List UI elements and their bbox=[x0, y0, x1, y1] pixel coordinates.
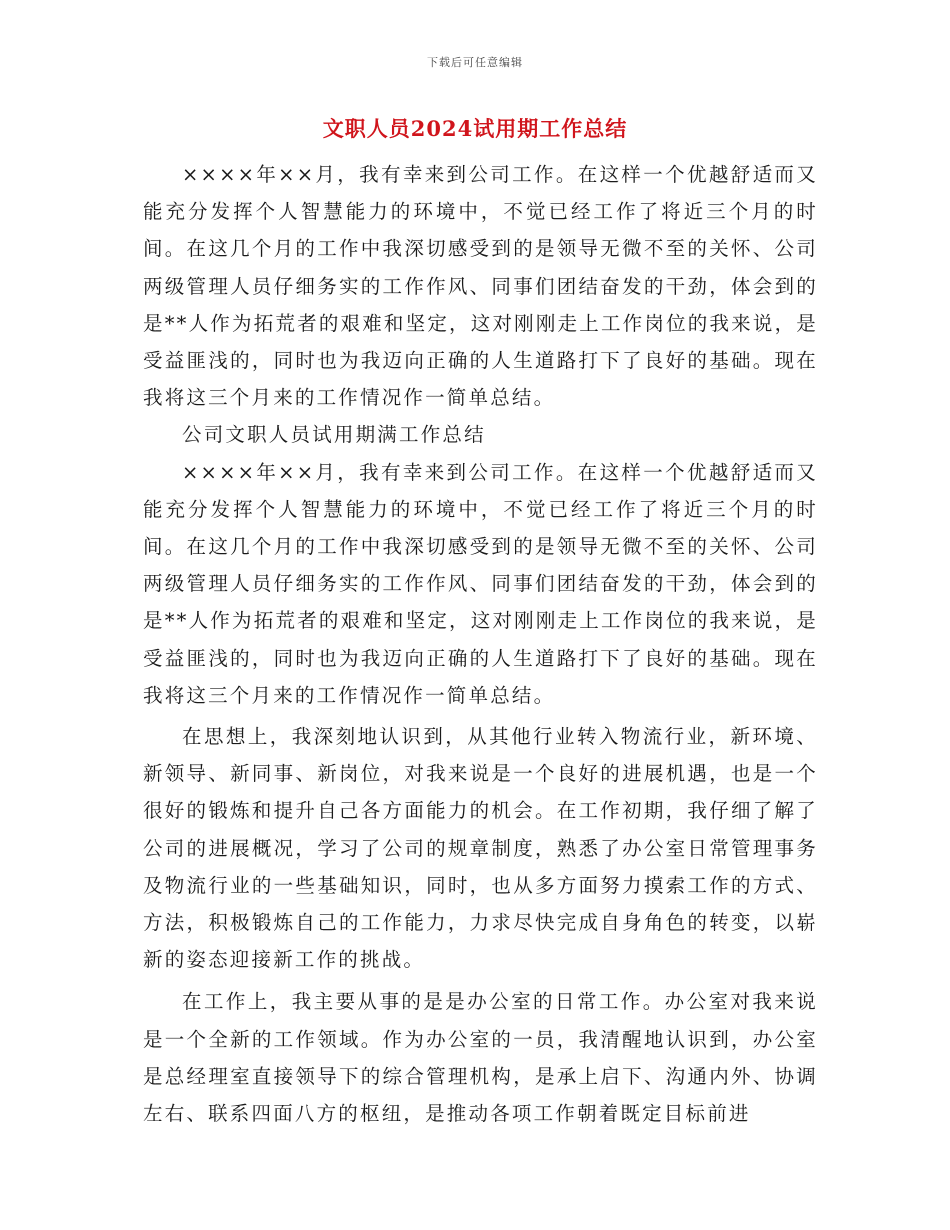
paragraph-thinking: 在思想上，我深刻地认识到，从其他行业转入物流行业，新环境、新领导、新同事、新岗位，对我来说是一个良好的进展机遇，也是一个很好的锻炼和提升自己各方面能力的机会。在工作初期，我仔细了解了公司的进展概况，学习了公司的规章制度，熟悉了办公室日常管理事务及物流行业的一些基础知识，同时，也从多方面努力摸索工作的方式、方法，积极锻炼自己的工作能力，力求尽快完成自身角色的转变，以崭新的姿态迎接新工作的挑战。 bbox=[143, 725, 818, 972]
paragraph-subheading: 公司文职人员试用期满工作总结 bbox=[182, 423, 486, 447]
header-note: 下载后可任意编辑 bbox=[427, 56, 523, 69]
paragraph-intro: ××××年××月，我有幸来到公司工作。在这样一个优越舒适而又能充分发挥个人智慧能力的环境中，不觉已经工作了将近三个月的时间。在这几个月的工作中我深切感受到的是领导无微不至的关怀、公司两级管理人员仔细务实的工作作风、同事们团结奋发的干劲，体会到的是**人作为拓荒者的艰难和坚定，这对刚刚走上工作岗位的我来说，是受益匪浅的，同时也为我迈向正确的人生道路打下了良好的基础。现在我将这三个月来的工作情况作一简单总结。 bbox=[143, 163, 818, 410]
paragraph-work: 在工作上，我主要从事的是是办公室的日常工作。办公室对我来说是一个全新的工作领域。作为办公室的一员，我清醒地认识到，办公室是总经理室直接领导下的综合管理机构，是承上启下、沟通内外、协调左右、联系四面八方的枢纽，是推动各项工作朝着既定目标前进 bbox=[143, 990, 818, 1126]
document-body bbox=[143, 156, 818, 1132]
paragraph-intro-repeat: ××××年××月，我有幸来到公司工作。在这样一个优越舒适而又能充分发挥个人智慧能力的环境中，不觉已经工作了将近三个月的时间。在这几个月的工作中我深切感受到的是领导无微不至的关怀、公司两级管理人员仔细务实的工作作风、同事们团结奋发的干劲，体会到的是**人作为拓荒者的艰难和坚定，这对刚刚走上工作岗位的我来说，是受益匪浅的，同时也为我迈向正确的人生道路打下了良好的基础。现在我将这三个月来的工作情况作一简单总结。 bbox=[143, 460, 818, 707]
document-title: 文职人员2024试用期工作总结 bbox=[322, 116, 628, 141]
